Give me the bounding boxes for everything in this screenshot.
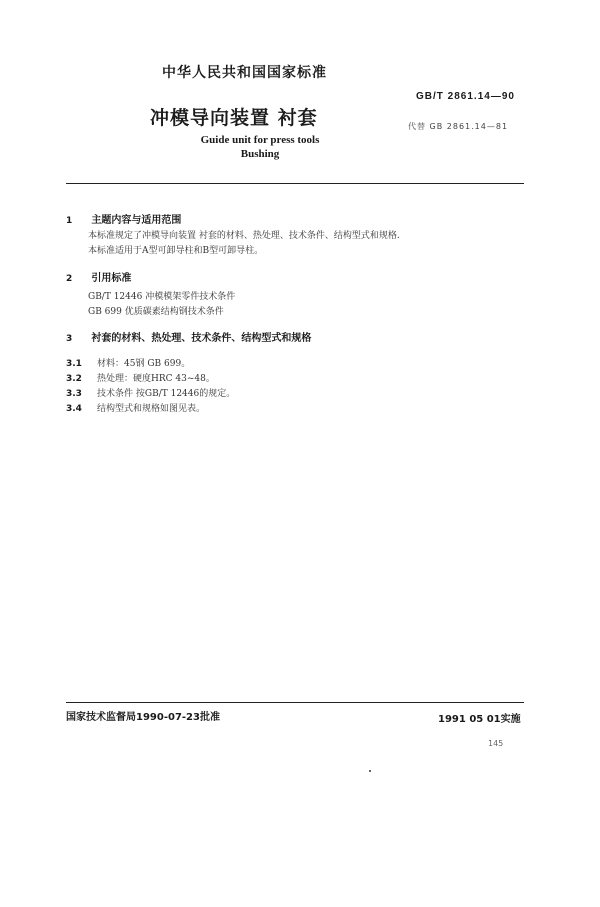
title-en-line1: Guide unit for press tools	[200, 134, 320, 146]
title-en-line2: Bushing	[240, 148, 280, 160]
section-3-number: 3	[66, 334, 73, 344]
effective-date: 1991 05 01实施	[438, 714, 521, 725]
section-1-paragraph-1: 本标准规定了冲模导向装置 衬套的材料、热处理、技术条件、结构型式和规格.	[88, 231, 400, 241]
section-3-heading	[66, 326, 311, 345]
clause-text: 材料：45钢 GB 699。	[97, 359, 191, 369]
section-3-title: 衬套的材料、热处理、技术条件、结构型式和规格	[91, 333, 312, 344]
section-1-paragraph-2: 本标准适用于A型可卸导柱和B型可卸导柱。	[88, 246, 264, 256]
clause-text: 技术条件 按GB/T 12446的规定。	[97, 389, 236, 399]
page-number: 145	[488, 739, 504, 748]
clause-number: 3.2	[66, 374, 82, 384]
document-title-en	[0, 133, 520, 161]
document-title-zh: 冲模导向装置 衬套	[150, 107, 318, 129]
section-2-title: 引用标准	[91, 273, 132, 284]
scan-speck	[369, 770, 371, 772]
standard-code: GB/T 2861.14—90	[416, 91, 515, 102]
reference-standard-1: GB/T 12446 冲模模架零件技术条件	[88, 292, 236, 302]
clause-number: 3.3	[66, 389, 82, 399]
section-2-heading	[66, 266, 131, 285]
section-1-title: 主题内容与适用范围	[91, 215, 182, 226]
footer-divider	[66, 702, 524, 703]
section-2-number: 2	[66, 274, 73, 284]
approval-date: 国家技术监督局1990-07-23批准	[66, 712, 220, 723]
section-1-heading	[66, 208, 181, 227]
national-standard-heading: 中华人民共和国国家标准	[162, 65, 327, 81]
clause-text: 热处理：硬度HRC 43~48。	[97, 374, 215, 384]
section-1-number: 1	[66, 216, 73, 226]
clause-number: 3.4	[66, 404, 82, 414]
replaces-note: 代替 GB 2861.14—81	[408, 122, 509, 131]
clause-3-4	[66, 396, 205, 415]
header-divider	[66, 183, 524, 184]
clause-text: 结构型式和规格如图见表。	[97, 404, 206, 414]
reference-standard-2: GB 699 优质碳素结构钢技术条件	[88, 307, 224, 317]
clause-number: 3.1	[66, 359, 82, 369]
